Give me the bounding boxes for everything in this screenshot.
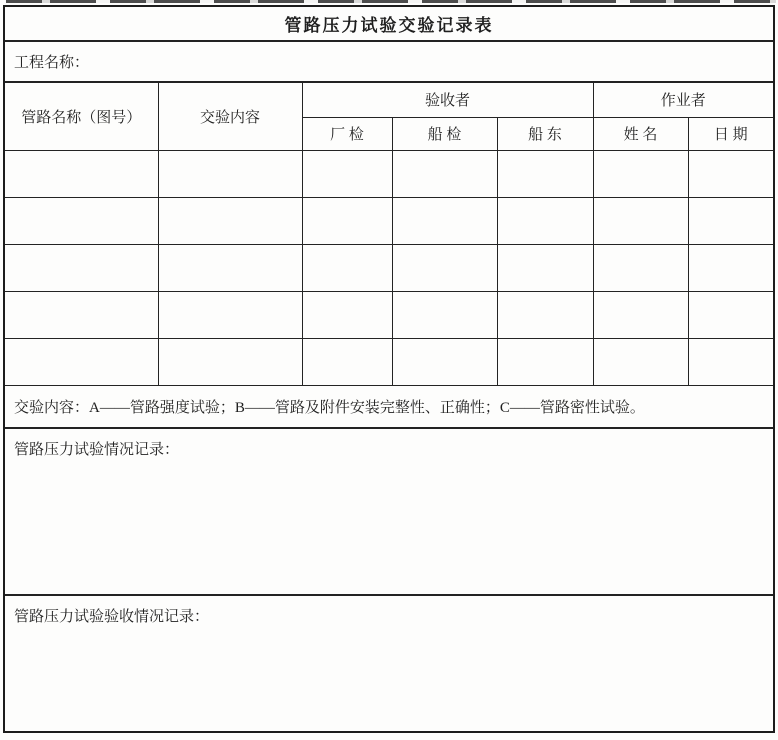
empty-cell [688,338,773,385]
empty-cell [593,338,688,385]
empty-cell [5,150,158,197]
acceptance-record-section [5,596,773,732]
col-header-date: 日 期 [688,117,773,150]
acceptance-record-label: 管路压力试验验收情况记录： [14,608,210,625]
col-header-pipe-name: 管路名称（图号） [5,83,158,150]
empty-cell [497,291,593,338]
record-table [5,83,773,386]
empty-cell [688,197,773,244]
empty-cell [497,244,593,291]
empty-cell [392,244,497,291]
empty-cell [5,197,158,244]
empty-cell [392,291,497,338]
record-table-header [5,83,773,150]
table-row [5,338,773,385]
empty-cell [497,338,593,385]
empty-cell [158,197,302,244]
empty-cell [688,150,773,197]
test-record-label: 管路压力试验情况记录： [14,441,180,458]
empty-cell [158,150,302,197]
empty-cell [593,244,688,291]
empty-cell [593,291,688,338]
record-table-body [5,150,773,385]
empty-cell [5,244,158,291]
empty-cell [302,338,392,385]
table-row [5,150,773,197]
col-header-ship-owner: 船 东 [497,117,593,150]
project-name-row [5,42,773,83]
empty-cell [158,244,302,291]
project-name-label: 工程名称： [14,55,90,71]
empty-cell [158,338,302,385]
empty-cell [497,150,593,197]
table-row [5,291,773,338]
form-title: 管路压力试验交验记录表 [5,7,773,42]
test-content-legend [5,386,773,429]
test-record-section [5,429,773,596]
empty-cell [392,150,497,197]
empty-cell [5,338,158,385]
record-form [3,5,775,733]
empty-cell [593,197,688,244]
empty-cell [302,244,392,291]
empty-cell [302,150,392,197]
col-header-worker-name: 姓 名 [593,117,688,150]
col-group-acceptor: 验收者 [302,83,593,117]
empty-cell [497,197,593,244]
test-content-legend-text: 交验内容：A——管路强度试验；B——管路及附件安装完整性、正确性；C——管路密性试验。 [14,399,645,416]
empty-cell [158,291,302,338]
col-header-ship-survey: 船 检 [392,117,497,150]
empty-cell [593,150,688,197]
empty-cell [392,338,497,385]
empty-cell [688,244,773,291]
empty-cell [392,197,497,244]
empty-cell [302,291,392,338]
empty-cell [302,197,392,244]
table-row [5,244,773,291]
col-group-operator: 作业者 [593,83,773,117]
empty-cell [688,291,773,338]
col-header-factory-check: 厂 检 [302,117,392,150]
scan-artifact-top [6,0,776,3]
empty-cell [5,291,158,338]
table-row [5,197,773,244]
col-header-test-content: 交验内容 [158,83,302,150]
